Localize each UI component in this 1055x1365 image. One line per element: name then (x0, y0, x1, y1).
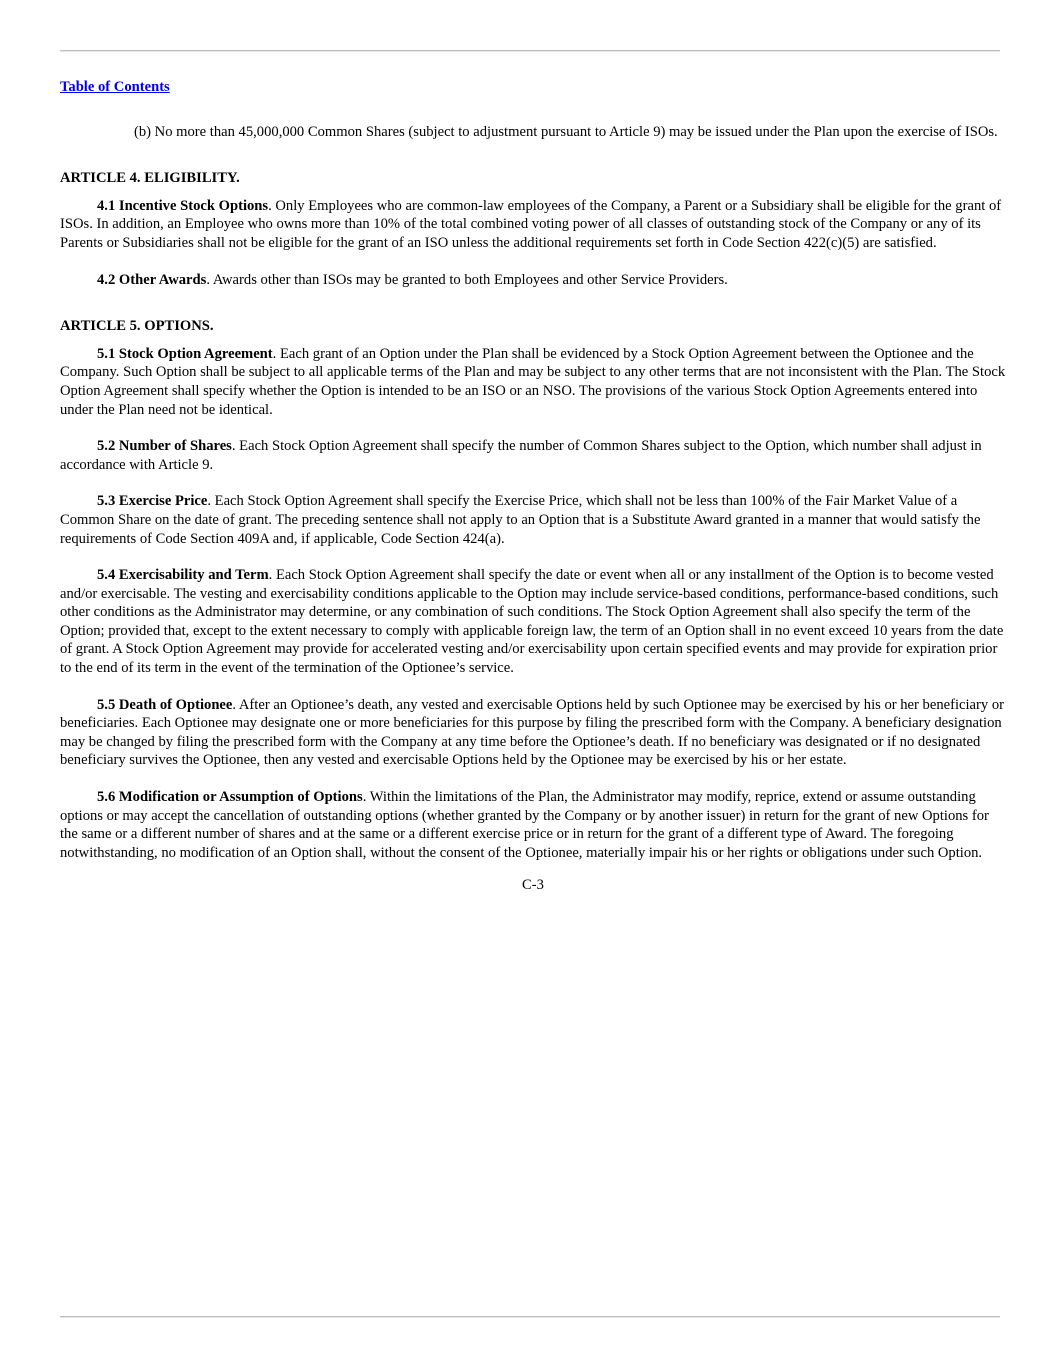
page-number: C-3 (522, 877, 544, 894)
paragraph-5-3 (60, 492, 1010, 548)
paragraph-5-3-heading: 5.3 Exercise Price (97, 493, 208, 510)
article-4-title: ARTICLE 4. ELIGIBILITY. (60, 170, 240, 187)
paragraph-5-6 (60, 788, 1010, 862)
document-body (60, 78, 1010, 895)
bottom-divider (60, 1316, 1000, 1317)
paragraph-5-6-heading: 5.6 Modification or Assumption of Options (97, 789, 363, 806)
paragraph-5-5 (60, 696, 1010, 770)
paragraph-5-1 (60, 345, 1010, 419)
paragraph-4-1 (60, 197, 1010, 253)
paragraph-5-5-heading: 5.5 Death of Optionee (97, 696, 233, 713)
paragraph-5-4-text: . Each Stock Option Agreement shall specify the date or event when all or any installment of the Option is to become vested and/or exercisable. The vesting and exercisability conditions applicable to the Option may include service-based conditions, performance-based conditions, such other conditions as the Administrator may determine, or any combination of such conditions. The Stock Option Agreement shall also specify the term of the Option; provided that, except to the extent necessary to comply with applicable foreign law, the term of an Option shall in no event exceed 10 years from the date of grant. A Stock Option Agreement may provide for accelerated vesting and/or exercisability upon certain specified events and may provide for expiration prior to the end of its term in the event of the termination of the Optionee’s service. (60, 567, 1004, 677)
paragraph-4-1-text: . Only Employees who are common-law employees of the Company, a Parent or a Subsidiary shall be eligible for the grant of ISOs. In addition, an Employee who owns more than 10% of the total combined voting power of all classes of outstanding stock of the Company or any of its Parents or Subsidiaries shall not be eligible for the grant of an ISO unless the additional requirements set forth in Code Section 422(c)(5) are satisfied. (60, 197, 1002, 251)
section-b-paragraph: (b) No more than 45,000,000 Common Shares (subject to adjustment pursuant to Article 9) may be issued under the Plan upon the exercise of ISOs. (134, 123, 998, 140)
article-5-title: ARTICLE 5. OPTIONS. (60, 318, 214, 335)
paragraph-5-1-heading: 5.1 Stock Option Agreement (97, 345, 273, 362)
paragraph-4-1-heading: 4.1 Incentive Stock Options (97, 197, 269, 214)
paragraph-5-6-text: . Within the limitations of the Plan, the Administrator may modify, reprice, extend or assume outstanding options or may accept the cancellation of outstanding options (whether granted by the Company or by another issuer) in return for the grant of new Options for the same or a different number of shares and at the same or a different exercise price or in return for the grant of a different type of Award. The foregoing notwithstanding, no modification of an Option shall, without the consent of the Optionee, materially impair his or her rights or obligations under such Option. (60, 789, 989, 861)
paragraph-5-5-text: . After an Optionee’s death, any vested and exercisable Options held by such Optionee may be exercised by his or her beneficiary or beneficiaries. Each Optionee may designate one or more beneficiaries for this purpose by filing the prescribed form with the Company. A beneficiary designation may be changed by filing the prescribed form with the Company at any time before the Optionee’s death. If no beneficiary was designated or if no designated beneficiary survives the Optionee, then any vested and exercisable Options held by the Optionee may be exercised by his or her estate. (60, 696, 1004, 769)
paragraph-4-2-heading: 4.2 Other Awards (97, 271, 207, 288)
paragraph-4-2-text: . Awards other than ISOs may be granted to both Employees and other Service Providers. (206, 271, 728, 288)
paragraph-5-2-text: . Each Stock Option Agreement shall specify the number of Common Shares subject to the Option, which number shall adjust in accordance with Article 9. (60, 438, 982, 473)
paragraph-5-4-heading: 5.4 Exercisability and Term (97, 567, 269, 584)
paragraph-4-2 (60, 271, 1010, 290)
paragraph-5-2-heading: 5.2 Number of Shares (97, 438, 232, 455)
top-divider (60, 50, 1000, 51)
paragraph-5-1-text: . Each grant of an Option under the Plan shall be evidenced by a Stock Option Agreement between the Optionee and the Company. Such Option shall be subject to all applicable terms of the Plan and may be subject to any other terms that are not inconsistent with the Plan. The Stock Option Agreement shall specify whether the Option is intended to be an ISO or an NSO. The provisions of the various Stock Option Agreements entered into under the Plan need not be identical. (60, 345, 1006, 418)
paragraph-5-3-text: . Each Stock Option Agreement shall specify the Exercise Price, which shall not be less than 100% of the Fair Market Value of a Common Share on the date of grant. The preceding sentence shall not apply to an Option that is a Substitute Award granted in a manner that would satisfy the requirements of Code Section 409A and, if applicable, Code Section 424(a). (60, 493, 981, 547)
table-of-contents-link[interactable]: Table of Contents (60, 79, 170, 95)
paragraph-5-4 (60, 566, 1010, 678)
paragraph-5-2 (60, 437, 1010, 474)
